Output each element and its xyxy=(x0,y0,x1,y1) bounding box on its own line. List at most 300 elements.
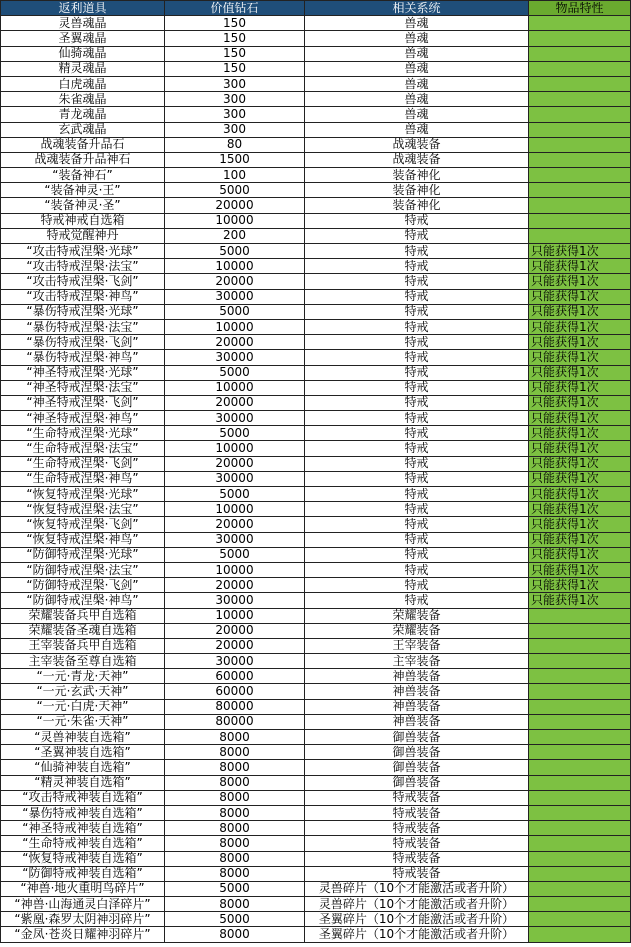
cell-item[interactable]: “防御特戒涅槃·飞剑” xyxy=(1,578,165,593)
cell-item[interactable]: “攻击特戒涅槃·法宝” xyxy=(1,259,165,274)
cell-value[interactable]: 10000 xyxy=(165,319,305,334)
cell-system[interactable]: 御兽装备 xyxy=(305,775,529,790)
cell-item[interactable]: “仙骑神装自选箱” xyxy=(1,760,165,775)
cell-item[interactable]: “神圣特戒涅槃·光球” xyxy=(1,365,165,380)
cell-trait[interactable] xyxy=(529,714,631,729)
cell-trait[interactable]: 只能获得1次 xyxy=(529,395,631,410)
cell-system[interactable]: 神兽装备 xyxy=(305,669,529,684)
cell-trait[interactable]: 只能获得1次 xyxy=(529,319,631,334)
cell-trait[interactable] xyxy=(529,684,631,699)
cell-item[interactable]: “精灵神装自选箱” xyxy=(1,775,165,790)
header-item[interactable]: 返利道具 xyxy=(1,1,165,16)
cell-value[interactable]: 10000 xyxy=(165,502,305,517)
cell-trait[interactable] xyxy=(529,897,631,912)
cell-value[interactable]: 80000 xyxy=(165,714,305,729)
table-row xyxy=(1,92,631,107)
cell-value[interactable]: 5000 xyxy=(165,183,305,198)
cell-value[interactable]: 20000 xyxy=(165,638,305,653)
cell-item[interactable]: “攻击特戒涅槃·神鸟” xyxy=(1,289,165,304)
cell-value[interactable]: 8000 xyxy=(165,897,305,912)
cell-trait[interactable]: 只能获得1次 xyxy=(529,593,631,608)
cell-value[interactable]: 1500 xyxy=(165,152,305,167)
cell-system[interactable]: 兽魂 xyxy=(305,61,529,76)
cell-item[interactable]: “灵兽神装自选箱” xyxy=(1,730,165,745)
cell-system[interactable]: 神兽装备 xyxy=(305,714,529,729)
cell-item[interactable]: “装备神灵·王” xyxy=(1,183,165,198)
cell-trait[interactable]: 只能获得1次 xyxy=(529,244,631,259)
table-row xyxy=(1,168,631,183)
table-row xyxy=(1,319,631,334)
cell-value[interactable]: 300 xyxy=(165,122,305,137)
cell-item[interactable]: “神圣特戒涅槃·法宝” xyxy=(1,380,165,395)
cell-trait[interactable] xyxy=(529,851,631,866)
table-row xyxy=(1,821,631,836)
cell-item[interactable]: 青龙魂晶 xyxy=(1,107,165,122)
cell-item[interactable]: “防御特戒涅槃·神鸟” xyxy=(1,593,165,608)
cell-value[interactable]: 30000 xyxy=(165,350,305,365)
cell-system[interactable]: 特戒 xyxy=(305,350,529,365)
cell-item[interactable]: “生命特戒涅槃·光球” xyxy=(1,426,165,441)
cell-system[interactable]: 特戒装备 xyxy=(305,805,529,820)
table-row xyxy=(1,122,631,137)
cell-value[interactable]: 5000 xyxy=(165,244,305,259)
cell-system[interactable]: 特戒 xyxy=(305,365,529,380)
table-row xyxy=(1,730,631,745)
cell-value[interactable]: 20000 xyxy=(165,578,305,593)
cell-trait[interactable] xyxy=(529,76,631,91)
cell-system[interactable]: 特戒装备 xyxy=(305,866,529,881)
cell-value[interactable]: 30000 xyxy=(165,411,305,426)
cell-item[interactable]: “生命特戒涅槃·法宝” xyxy=(1,441,165,456)
cell-system[interactable]: 兽魂 xyxy=(305,46,529,61)
cell-value[interactable]: 8000 xyxy=(165,821,305,836)
table-row xyxy=(1,259,631,274)
cell-trait[interactable] xyxy=(529,61,631,76)
cell-value[interactable]: 5000 xyxy=(165,881,305,896)
cell-trait[interactable] xyxy=(529,730,631,745)
cell-trait[interactable] xyxy=(529,805,631,820)
cell-system[interactable]: 装备神化 xyxy=(305,198,529,213)
cell-item[interactable]: “恢复特戒涅槃·法宝” xyxy=(1,502,165,517)
cell-trait[interactable] xyxy=(529,46,631,61)
cell-trait[interactable] xyxy=(529,866,631,881)
cell-system[interactable]: 特戒 xyxy=(305,319,529,334)
cell-value[interactable]: 20000 xyxy=(165,623,305,638)
cell-system[interactable]: 神兽装备 xyxy=(305,684,529,699)
table-row xyxy=(1,593,631,608)
cell-item[interactable]: “暴伤特戒涅槃·飞剑” xyxy=(1,335,165,350)
cell-trait[interactable] xyxy=(529,760,631,775)
table-row xyxy=(1,61,631,76)
cell-item[interactable]: “圣翼神装自选箱” xyxy=(1,745,165,760)
cell-trait[interactable] xyxy=(529,16,631,31)
cell-value[interactable]: 8000 xyxy=(165,760,305,775)
cell-trait[interactable] xyxy=(529,623,631,638)
cell-item[interactable]: “装备神灵·圣” xyxy=(1,198,165,213)
table-row xyxy=(1,335,631,350)
cell-system[interactable]: 兽魂 xyxy=(305,31,529,46)
cell-value[interactable]: 150 xyxy=(165,46,305,61)
table-row xyxy=(1,350,631,365)
cell-value[interactable]: 10000 xyxy=(165,259,305,274)
cell-system[interactable]: 特戒 xyxy=(305,578,529,593)
cell-trait[interactable] xyxy=(529,881,631,896)
cell-value[interactable]: 8000 xyxy=(165,927,305,942)
cell-system[interactable]: 特戒 xyxy=(305,502,529,517)
cell-item[interactable]: “神兽·地火重明鸟碎片” xyxy=(1,881,165,896)
cell-value[interactable]: 8000 xyxy=(165,745,305,760)
cell-system[interactable]: 特戒 xyxy=(305,380,529,395)
cell-system[interactable]: 王宰装备 xyxy=(305,638,529,653)
cell-value[interactable]: 5000 xyxy=(165,912,305,927)
table-row xyxy=(1,31,631,46)
cell-trait[interactable]: 只能获得1次 xyxy=(529,426,631,441)
table-row xyxy=(1,411,631,426)
cell-item[interactable]: “一元·白虎·天神” xyxy=(1,699,165,714)
cell-system[interactable]: 特戒装备 xyxy=(305,790,529,805)
cell-item[interactable]: 仙骑魂晶 xyxy=(1,46,165,61)
cell-system[interactable]: 特戒 xyxy=(305,228,529,243)
cell-system[interactable]: 特戒 xyxy=(305,411,529,426)
cell-system[interactable]: 御兽装备 xyxy=(305,745,529,760)
cell-system[interactable]: 圣翼碎片（10个才能激活或者升阶） xyxy=(305,927,529,942)
cell-item[interactable]: 圣翼魂晶 xyxy=(1,31,165,46)
cell-value[interactable]: 20000 xyxy=(165,198,305,213)
cell-system[interactable]: 主宰装备 xyxy=(305,654,529,669)
cell-value[interactable]: 10000 xyxy=(165,441,305,456)
table-row xyxy=(1,866,631,881)
cell-value[interactable]: 5000 xyxy=(165,426,305,441)
cell-value[interactable]: 100 xyxy=(165,168,305,183)
cell-system[interactable]: 战魂装备 xyxy=(305,137,529,152)
cell-trait[interactable] xyxy=(529,745,631,760)
cell-trait[interactable] xyxy=(529,92,631,107)
cell-system[interactable]: 特戒 xyxy=(305,304,529,319)
table-row xyxy=(1,152,631,167)
cell-trait[interactable] xyxy=(529,137,631,152)
table-row xyxy=(1,441,631,456)
cell-trait[interactable] xyxy=(529,152,631,167)
header-trait[interactable]: 物品特性 xyxy=(529,1,631,16)
header-value[interactable]: 价值钻石 xyxy=(165,1,305,16)
table-row xyxy=(1,881,631,896)
table-row xyxy=(1,517,631,532)
table-row xyxy=(1,183,631,198)
cell-trait[interactable]: 只能获得1次 xyxy=(529,532,631,547)
cell-trait[interactable] xyxy=(529,927,631,942)
table-row xyxy=(1,790,631,805)
cell-system[interactable]: 特戒 xyxy=(305,335,529,350)
table-row xyxy=(1,608,631,623)
cell-value[interactable]: 8000 xyxy=(165,866,305,881)
cell-system[interactable]: 兽魂 xyxy=(305,16,529,31)
cell-item[interactable]: 荣耀装备兵甲自选箱 xyxy=(1,608,165,623)
cell-item[interactable]: “暴伤特戒神装自选箱” xyxy=(1,805,165,820)
table-row xyxy=(1,638,631,653)
cell-item[interactable]: 朱雀魂晶 xyxy=(1,92,165,107)
cell-trait[interactable] xyxy=(529,775,631,790)
cell-item[interactable]: 白虎魂晶 xyxy=(1,76,165,91)
cell-system[interactable]: 荣耀装备 xyxy=(305,623,529,638)
cell-trait[interactable]: 只能获得1次 xyxy=(529,411,631,426)
table-row xyxy=(1,137,631,152)
cell-system[interactable]: 战魂装备 xyxy=(305,152,529,167)
cell-value[interactable]: 10000 xyxy=(165,380,305,395)
cell-value[interactable]: 10000 xyxy=(165,608,305,623)
cell-item[interactable]: “暴伤特戒涅槃·神鸟” xyxy=(1,350,165,365)
table-row xyxy=(1,699,631,714)
cell-value[interactable]: 20000 xyxy=(165,395,305,410)
cell-item[interactable]: 特戒觉醒神丹 xyxy=(1,228,165,243)
cell-system[interactable]: 特戒 xyxy=(305,562,529,577)
table-row xyxy=(1,198,631,213)
table-row xyxy=(1,487,631,502)
cell-system[interactable]: 特戒 xyxy=(305,213,529,228)
cell-system[interactable]: 荣耀装备 xyxy=(305,608,529,623)
cell-trait[interactable] xyxy=(529,198,631,213)
table-row xyxy=(1,654,631,669)
cell-value[interactable]: 20000 xyxy=(165,456,305,471)
cell-system[interactable]: 特戒 xyxy=(305,441,529,456)
cell-item[interactable]: “装备神石” xyxy=(1,168,165,183)
cell-trait[interactable] xyxy=(529,912,631,927)
cell-system[interactable]: 特戒 xyxy=(305,593,529,608)
cell-system[interactable]: 特戒 xyxy=(305,395,529,410)
cell-trait[interactable] xyxy=(529,183,631,198)
cell-item[interactable]: “防御特戒神装自选箱” xyxy=(1,866,165,881)
cell-trait[interactable]: 只能获得1次 xyxy=(529,304,631,319)
table-row xyxy=(1,228,631,243)
cell-system[interactable]: 特戒 xyxy=(305,426,529,441)
cell-item[interactable]: 玄武魂晶 xyxy=(1,122,165,137)
table-row xyxy=(1,395,631,410)
cell-trait[interactable]: 只能获得1次 xyxy=(529,547,631,562)
cell-value[interactable]: 300 xyxy=(165,107,305,122)
cell-system[interactable]: 特戒装备 xyxy=(305,851,529,866)
cell-item[interactable]: 战魂装备升品石 xyxy=(1,137,165,152)
cell-value[interactable]: 80 xyxy=(165,137,305,152)
cell-item[interactable]: “紫凰·森罗太阴神羽碎片” xyxy=(1,912,165,927)
table-row xyxy=(1,365,631,380)
cell-value[interactable]: 8000 xyxy=(165,730,305,745)
cell-value[interactable]: 20000 xyxy=(165,335,305,350)
cell-trait[interactable]: 只能获得1次 xyxy=(529,441,631,456)
cell-item[interactable]: 灵兽魂晶 xyxy=(1,16,165,31)
cell-system[interactable]: 特戒 xyxy=(305,487,529,502)
cell-value[interactable]: 5000 xyxy=(165,365,305,380)
cell-value[interactable]: 20000 xyxy=(165,517,305,532)
cell-trait[interactable] xyxy=(529,31,631,46)
cell-trait[interactable] xyxy=(529,122,631,137)
cell-trait[interactable] xyxy=(529,213,631,228)
cell-item[interactable]: “生命特戒涅槃·飞剑” xyxy=(1,456,165,471)
cell-trait[interactable] xyxy=(529,669,631,684)
table-row xyxy=(1,912,631,927)
cell-value[interactable]: 150 xyxy=(165,31,305,46)
cell-trait[interactable]: 只能获得1次 xyxy=(529,274,631,289)
table-row xyxy=(1,760,631,775)
cell-system[interactable]: 灵兽碎片（10个才能激活或者升阶） xyxy=(305,897,529,912)
cell-value[interactable]: 8000 xyxy=(165,805,305,820)
table-row xyxy=(1,714,631,729)
table-row xyxy=(1,471,631,486)
cell-trait[interactable] xyxy=(529,654,631,669)
cell-system[interactable]: 特戒 xyxy=(305,289,529,304)
cell-value[interactable]: 5000 xyxy=(165,487,305,502)
cell-system[interactable]: 灵兽碎片（10个才能激活或者升阶） xyxy=(305,881,529,896)
cell-trait[interactable]: 只能获得1次 xyxy=(529,289,631,304)
table-row xyxy=(1,274,631,289)
cell-system[interactable]: 特戒 xyxy=(305,532,529,547)
cell-trait[interactable]: 只能获得1次 xyxy=(529,350,631,365)
cell-item[interactable]: “神圣特戒神装自选箱” xyxy=(1,821,165,836)
cell-system[interactable]: 特戒装备 xyxy=(305,821,529,836)
cell-item[interactable]: “恢复特戒涅槃·光球” xyxy=(1,487,165,502)
cell-item[interactable]: 战魂装备升品神石 xyxy=(1,152,165,167)
cell-trait[interactable] xyxy=(529,790,631,805)
table-row xyxy=(1,562,631,577)
cell-value[interactable]: 10000 xyxy=(165,213,305,228)
cell-value[interactable]: 150 xyxy=(165,61,305,76)
cell-value[interactable]: 80000 xyxy=(165,699,305,714)
cell-value[interactable]: 8000 xyxy=(165,775,305,790)
table-row xyxy=(1,304,631,319)
cell-trait[interactable]: 只能获得1次 xyxy=(529,471,631,486)
cell-system[interactable]: 特戒 xyxy=(305,471,529,486)
table-row xyxy=(1,107,631,122)
cell-item[interactable]: “防御特戒涅槃·法宝” xyxy=(1,562,165,577)
cell-item[interactable]: “一元·青龙·天神” xyxy=(1,669,165,684)
table-row xyxy=(1,532,631,547)
cell-item[interactable]: 荣耀装备圣魂自选箱 xyxy=(1,623,165,638)
table-row xyxy=(1,684,631,699)
cell-trait[interactable] xyxy=(529,821,631,836)
cell-value[interactable]: 30000 xyxy=(165,532,305,547)
cell-item[interactable]: “金凤·苍炎日耀神羽碎片” xyxy=(1,927,165,942)
cell-system[interactable]: 圣翼碎片（10个才能激活或者升阶） xyxy=(305,912,529,927)
cell-value[interactable]: 200 xyxy=(165,228,305,243)
cell-value[interactable]: 30000 xyxy=(165,471,305,486)
cell-trait[interactable] xyxy=(529,638,631,653)
cell-system[interactable]: 特戒 xyxy=(305,517,529,532)
cell-value[interactable]: 10000 xyxy=(165,562,305,577)
cell-trait[interactable]: 只能获得1次 xyxy=(529,562,631,577)
cell-system[interactable]: 特戒 xyxy=(305,547,529,562)
table-row xyxy=(1,547,631,562)
cell-item[interactable]: “恢复特戒涅槃·神鸟” xyxy=(1,532,165,547)
cell-value[interactable]: 300 xyxy=(165,76,305,91)
cell-system[interactable]: 特戒 xyxy=(305,244,529,259)
cell-item[interactable]: 特戒神戒自选箱 xyxy=(1,213,165,228)
cell-trait[interactable]: 只能获得1次 xyxy=(529,578,631,593)
cell-value[interactable]: 30000 xyxy=(165,654,305,669)
cell-system[interactable]: 特戒 xyxy=(305,456,529,471)
table-row xyxy=(1,578,631,593)
cell-value[interactable]: 300 xyxy=(165,92,305,107)
cell-system[interactable]: 兽魂 xyxy=(305,122,529,137)
cell-system[interactable]: 神兽装备 xyxy=(305,699,529,714)
cell-trait[interactable] xyxy=(529,836,631,851)
cell-value[interactable]: 5000 xyxy=(165,547,305,562)
cell-system[interactable]: 特戒 xyxy=(305,274,529,289)
table-row xyxy=(1,927,631,942)
cell-trait[interactable]: 只能获得1次 xyxy=(529,502,631,517)
cell-system[interactable]: 御兽装备 xyxy=(305,760,529,775)
cell-item[interactable]: “一元·玄武·天神” xyxy=(1,684,165,699)
cell-value[interactable]: 8000 xyxy=(165,851,305,866)
cell-trait[interactable] xyxy=(529,608,631,623)
cell-value[interactable]: 8000 xyxy=(165,790,305,805)
cell-trait[interactable] xyxy=(529,107,631,122)
cell-item[interactable]: “生命特戒涅槃·神鸟” xyxy=(1,471,165,486)
cell-item[interactable]: “生命特戒神装自选箱” xyxy=(1,836,165,851)
cell-item[interactable]: 精灵魂晶 xyxy=(1,61,165,76)
cell-item[interactable]: “神兽·山海通灵白泽碎片” xyxy=(1,897,165,912)
header-system[interactable]: 相关系统 xyxy=(305,1,529,16)
cell-item[interactable]: 主宰装备至尊自选箱 xyxy=(1,654,165,669)
cell-trait[interactable] xyxy=(529,168,631,183)
cell-system[interactable]: 装备神化 xyxy=(305,168,529,183)
cell-item[interactable]: “暴伤特戒涅槃·光球” xyxy=(1,304,165,319)
cell-trait[interactable]: 只能获得1次 xyxy=(529,487,631,502)
cell-item[interactable]: “神圣特戒涅槃·飞剑” xyxy=(1,395,165,410)
cell-item[interactable]: “暴伤特戒涅槃·法宝” xyxy=(1,319,165,334)
table-row xyxy=(1,669,631,684)
table-row xyxy=(1,76,631,91)
cell-trait[interactable] xyxy=(529,228,631,243)
cell-item[interactable]: “恢复特戒神装自选箱” xyxy=(1,851,165,866)
cell-value[interactable]: 30000 xyxy=(165,593,305,608)
cell-system[interactable]: 兽魂 xyxy=(305,107,529,122)
table-body xyxy=(1,16,631,942)
cell-item[interactable]: “恢复特戒涅槃·飞剑” xyxy=(1,517,165,532)
cell-trait[interactable]: 只能获得1次 xyxy=(529,456,631,471)
cell-system[interactable]: 御兽装备 xyxy=(305,730,529,745)
table-row xyxy=(1,289,631,304)
cell-system[interactable]: 兽魂 xyxy=(305,92,529,107)
cell-value[interactable]: 5000 xyxy=(165,304,305,319)
cell-value[interactable]: 60000 xyxy=(165,684,305,699)
cell-item[interactable]: “攻击特戒神装自选箱” xyxy=(1,790,165,805)
cell-value[interactable]: 8000 xyxy=(165,836,305,851)
cell-trait[interactable]: 只能获得1次 xyxy=(529,335,631,350)
cell-system[interactable]: 兽魂 xyxy=(305,76,529,91)
table-row xyxy=(1,456,631,471)
cell-system[interactable]: 装备神化 xyxy=(305,183,529,198)
table-row xyxy=(1,851,631,866)
cell-trait[interactable]: 只能获得1次 xyxy=(529,517,631,532)
cell-trait[interactable]: 只能获得1次 xyxy=(529,259,631,274)
cell-item[interactable]: “神圣特戒涅槃·神鸟” xyxy=(1,411,165,426)
cell-value[interactable]: 60000 xyxy=(165,669,305,684)
table-row xyxy=(1,745,631,760)
cell-system[interactable]: 特戒 xyxy=(305,259,529,274)
table-row xyxy=(1,623,631,638)
cell-item[interactable]: “攻击特戒涅槃·光球” xyxy=(1,244,165,259)
cell-value[interactable]: 150 xyxy=(165,16,305,31)
table-row xyxy=(1,46,631,61)
cell-trait[interactable]: 只能获得1次 xyxy=(529,365,631,380)
cell-item[interactable]: “攻击特戒涅槃·飞剑” xyxy=(1,274,165,289)
cell-value[interactable]: 30000 xyxy=(165,289,305,304)
cell-item[interactable]: “防御特戒涅槃·光球” xyxy=(1,547,165,562)
cell-value[interactable]: 20000 xyxy=(165,274,305,289)
cell-system[interactable]: 特戒装备 xyxy=(305,836,529,851)
cell-item[interactable]: 王宰装备兵甲自选箱 xyxy=(1,638,165,653)
cell-trait[interactable]: 只能获得1次 xyxy=(529,380,631,395)
cell-item[interactable]: “一元·朱雀·天神” xyxy=(1,714,165,729)
cell-trait[interactable] xyxy=(529,699,631,714)
